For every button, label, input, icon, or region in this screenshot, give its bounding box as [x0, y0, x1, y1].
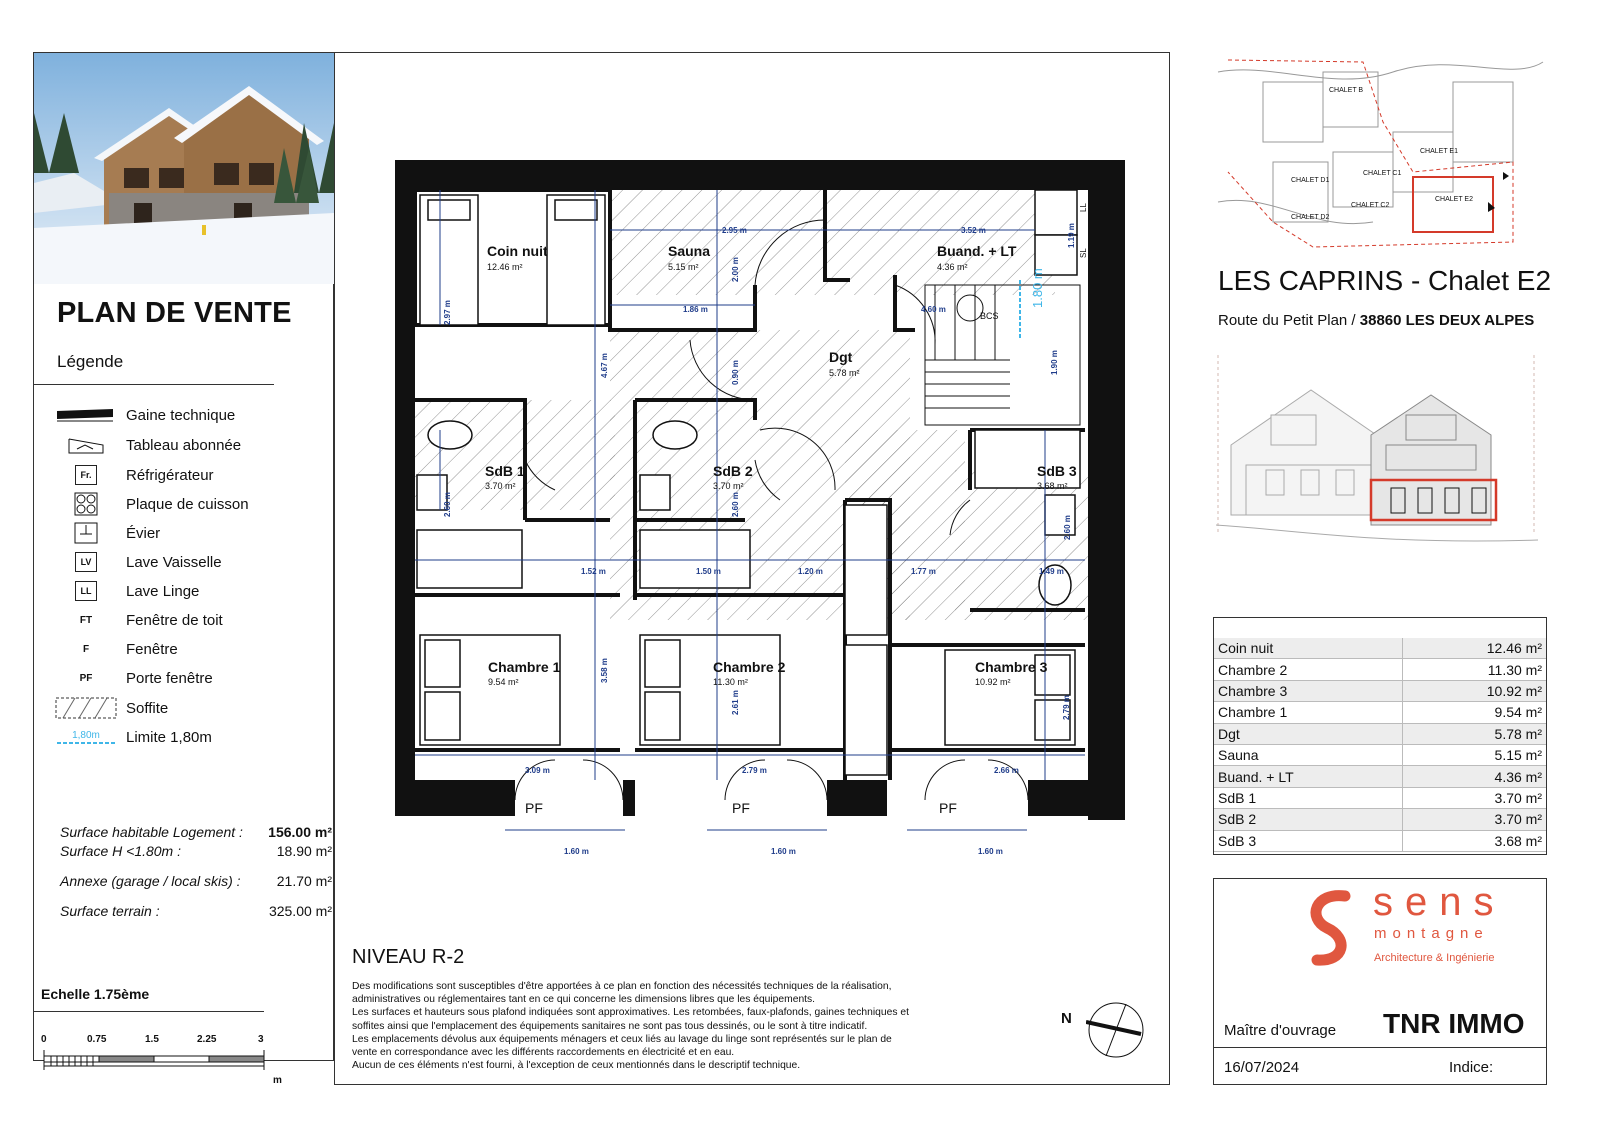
- room-area: 3.70 m²: [713, 481, 744, 491]
- table-row: Dgt 5.78 m²: [1214, 723, 1546, 744]
- site-label: CHALET E1: [1420, 148, 1458, 155]
- dim-label: 2.61 m: [731, 690, 740, 715]
- room-area: 9.54 m²: [488, 677, 519, 687]
- room-area: 10.92 m²: [975, 677, 1011, 687]
- room-area: 3.70 m²: [485, 481, 516, 491]
- site-label: CHALET E2: [1435, 196, 1473, 203]
- scale-tick: 3: [258, 1034, 264, 1045]
- pf-label: PF: [525, 800, 543, 816]
- dim-label: 4.60 m: [921, 305, 946, 314]
- legend-item: FT Fenêtre de toit: [55, 607, 325, 633]
- site-label: CHALET D2: [1291, 214, 1330, 221]
- site-label: CHALET B: [1329, 87, 1364, 94]
- maitre-ouvrage-value: TNR IMMO: [1383, 1008, 1525, 1039]
- dim-label: 1.52 m: [581, 567, 606, 576]
- indice-label: Indice:: [1449, 1059, 1494, 1076]
- scale-tick: 0.75: [87, 1034, 107, 1045]
- room-label: Sauna: [668, 243, 711, 259]
- dim-label: 4.67 m: [600, 353, 609, 378]
- surface-terrain: Surface terrain : 325.00 m²: [60, 903, 332, 919]
- dim-label: 1.80 m: [1030, 268, 1045, 308]
- sl-label: SL: [1079, 248, 1088, 258]
- compass-icon: [1086, 1000, 1146, 1065]
- dim-label: 2.95 m: [722, 226, 747, 235]
- table-row: SdB 2 3.70 m²: [1214, 809, 1546, 830]
- legend-item: Plaque de cuisson: [55, 491, 325, 517]
- porte-fenetre-icon: PF: [79, 672, 93, 684]
- areas-table: [1214, 638, 1546, 852]
- bcs-label: BCS: [980, 311, 999, 321]
- room-label: SdB 1: [485, 463, 525, 479]
- legend-item: 1,80m Limite 1,80m: [55, 724, 325, 750]
- room-area: 5.78 m²: [829, 368, 860, 378]
- legend-title: Légende: [57, 352, 124, 371]
- dim-label: 2.00 m: [731, 257, 740, 282]
- scale-tick: 1.5: [145, 1034, 159, 1045]
- table-row: SdB 1 3.70 m²: [1214, 787, 1546, 808]
- room-label: Chambre 1: [488, 659, 561, 675]
- lave-vaisselle-icon: LV: [55, 549, 117, 575]
- legend-item: Tableau abonnée: [55, 432, 325, 458]
- table-row: Sauna 5.15 m²: [1214, 744, 1546, 765]
- table-row: Buand. + LT 4.36 m²: [1214, 766, 1546, 787]
- table-row: Coin nuit 12.46 m²: [1214, 638, 1546, 659]
- sens-logo-icon: [1305, 888, 1365, 973]
- legend-item: Évier: [55, 520, 325, 546]
- dim-label: 2.79 m: [1062, 695, 1071, 720]
- tableau-abonnee-icon: [55, 432, 117, 458]
- legend-item: F Fenêtre: [55, 636, 325, 662]
- dim-label: 1.50 m: [696, 567, 721, 576]
- evier-icon: [55, 520, 117, 546]
- dim-label: 2.60 m: [1063, 515, 1072, 540]
- surface-h180: Surface H <1.80m : 18.90 m²: [60, 843, 332, 859]
- dim-label: 2.60 m: [731, 492, 740, 517]
- table-row: Chambre 1 9.54 m²: [1214, 702, 1546, 723]
- niveau-label: NIVEAU R-2: [352, 946, 465, 968]
- disclaimer: Des modifications sont susceptibles d'être apportées à ce plan en fonction des nécessités techniques de la réalisation, administratives ou réglementaires tant en ce qui concerne les dimensions libres que les équipements. Les surfaces et hauteurs sous plafond indiquées sont approximatives. Les retombées, faux-plafonds, gaines techniques et soffites ainsi que l'emplacement des équipements sanitaires ne sont pas tous dessinés, ou le sont à titre indicatif. Les emplacements dévolus aux équipements ménagers et ceux liés au lavage du linge sont représentés sur le plan de vente en correspondance avec les différents raccordements en électricité et en eau. Aucun de ces éléments n'est fourni, à l'exception de ceux mentionnés dans le descriptif technique.: [352, 981, 909, 1072]
- scale-unit: m: [273, 1075, 282, 1086]
- dim-label: 2.60 m: [443, 492, 452, 517]
- room-area: 11.30 m²: [713, 677, 748, 687]
- scale-tick: 0: [41, 1034, 47, 1045]
- room-area: 3.68 m²: [1037, 481, 1068, 491]
- logo-sub: montagne: [1374, 925, 1489, 942]
- table-row: Chambre 3 10.92 m²: [1214, 680, 1546, 701]
- dim-label: 2.66 m: [994, 766, 1019, 775]
- dim-label: 1.49 m: [1039, 567, 1064, 576]
- refrigerateur-icon: Fr.: [55, 462, 117, 488]
- dim-label: 1.20 m: [798, 567, 823, 576]
- room-label: SdB 2: [713, 463, 753, 479]
- plaque-cuisson-icon: [55, 491, 117, 517]
- room-label: SdB 3: [1037, 463, 1077, 479]
- room-label: Buand. + LT: [937, 243, 1017, 259]
- site-label: CHALET D1: [1291, 177, 1330, 184]
- legend-item: LV Lave Vaisselle: [55, 549, 325, 575]
- site-plan: [1213, 52, 1549, 257]
- surface-annexe: Annexe (garage / local skis) : 21.70 m²: [60, 873, 332, 889]
- dim-label: 1.77 m: [911, 567, 936, 576]
- dim-label: 1.60 m: [978, 847, 1003, 856]
- project-title: LES CAPRINS - Chalet E2: [1218, 265, 1552, 296]
- facade-elevation: [1216, 355, 1538, 560]
- scale-bar: [43, 1050, 273, 1085]
- logo-word: sens: [1373, 880, 1506, 924]
- lave-linge-icon: LL: [55, 578, 117, 604]
- room-area: 5.15 m²: [668, 262, 699, 272]
- dim-label: 1.86 m: [683, 305, 708, 314]
- scale-label: Echelle 1.75ème: [41, 986, 150, 1002]
- surface-habitable: Surface habitable Logement : 156.00 m²: [60, 824, 332, 840]
- legend-divider: [34, 384, 274, 385]
- chalet-photo: [34, 53, 334, 284]
- room-label: Chambre 3: [975, 659, 1048, 675]
- room-label: Dgt: [829, 349, 853, 365]
- areas-table-panel: [1213, 617, 1547, 855]
- page-title: PLAN DE VENTE: [57, 297, 292, 329]
- site-label: CHALET C1: [1363, 170, 1402, 177]
- pf-label: PF: [939, 800, 957, 816]
- soffite-icon: [55, 695, 117, 721]
- room-area: 4.36 m²: [937, 262, 968, 272]
- maitre-ouvrage-label: Maître d'ouvrage: [1224, 1022, 1337, 1039]
- dim-label: 1.19 m: [1067, 223, 1076, 248]
- legend-item: LL Lave Linge: [55, 578, 325, 604]
- scale-divider: [34, 1011, 264, 1012]
- fenetre-toit-icon: FT: [79, 614, 93, 626]
- room-area: 12.46 m²: [487, 262, 523, 272]
- north-label: N: [1061, 1010, 1072, 1027]
- scale-tick: 2.25: [197, 1034, 217, 1045]
- legend-item: Soffite: [55, 695, 325, 721]
- dim-label: 0.90 m: [731, 360, 740, 385]
- dim-label: 2.97 m: [443, 300, 452, 325]
- room-label: Chambre 2: [713, 659, 786, 675]
- dim-label: 2.79 m: [742, 766, 767, 775]
- legend-item: Fr. Réfrigérateur: [55, 462, 325, 488]
- pf-label: PF: [732, 800, 750, 816]
- legend-item: PF Porte fenêtre: [55, 665, 325, 691]
- table-row: SdB 3 3.68 m²: [1214, 830, 1546, 851]
- legend-item: Gaine technique: [55, 402, 325, 428]
- dim-label: 1.60 m: [771, 847, 796, 856]
- dim-label: 3.58 m: [600, 658, 609, 683]
- ll-label: LL: [1079, 203, 1088, 212]
- dim-label: 1.90 m: [1050, 350, 1059, 375]
- dim-label: 1.60 m: [564, 847, 589, 856]
- dim-label: 3.09 m: [525, 766, 550, 775]
- gaine-technique-icon: [55, 402, 117, 428]
- plan-date: 16/07/2024: [1224, 1059, 1300, 1076]
- logo-tag: Architecture & Ingénierie: [1374, 952, 1495, 964]
- site-label: CHALET C2: [1351, 202, 1390, 209]
- project-address: Route du Petit Plan / 38860 LES DEUX ALPES: [1218, 312, 1535, 329]
- limite-icon: 1,80m: [72, 729, 100, 741]
- table-row: Chambre 2 11.30 m²: [1214, 659, 1546, 680]
- room-label: Coin nuit: [487, 243, 548, 259]
- dim-label: 3.52 m: [961, 226, 986, 235]
- fenetre-icon: F: [82, 643, 90, 655]
